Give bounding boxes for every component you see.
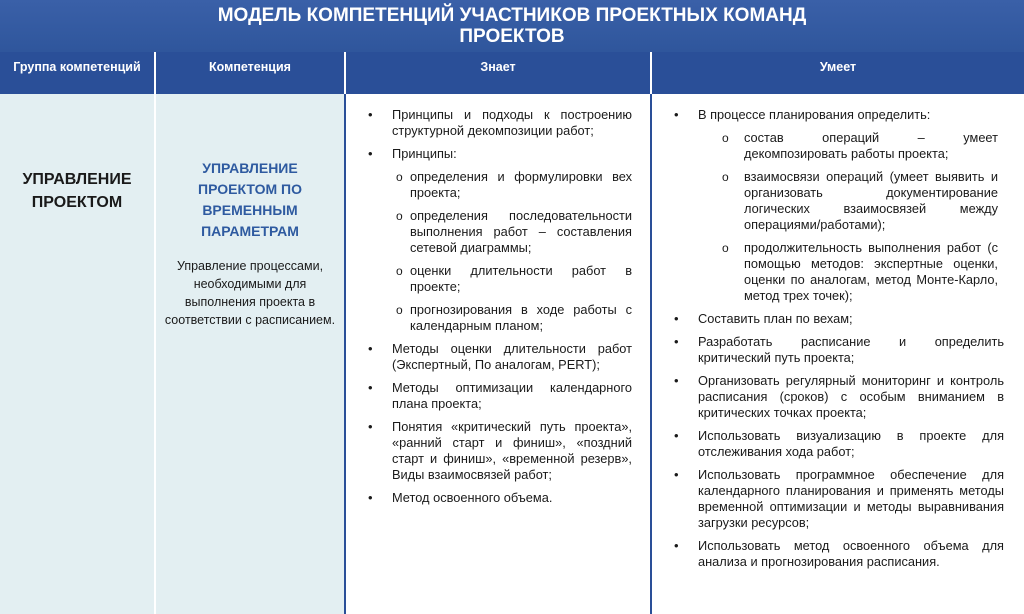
competency-title	[156, 158, 344, 242]
knows-subitem: o прогнозирования в ходе работы с календарным планом;	[410, 302, 632, 334]
group-name-line: УПРАВЛЕНИЕ	[22, 171, 132, 188]
group-name	[0, 168, 154, 214]
knows-cell	[346, 94, 650, 614]
knows-subitem: o оценки длительности работ в проекте;	[410, 263, 632, 295]
can-subitem: o состав операций – умеет декомпозировать работы проекта;	[744, 130, 998, 162]
knows-item: • Принципы:	[392, 146, 632, 162]
can-subitem: o взаимосвязи операций (умеет выявить и организовать документирование логических взаимосвязей между операциями/работами);	[744, 169, 998, 233]
knows-list	[346, 107, 650, 513]
can-item: • Разработать расписание и определить критический путь проекта;	[698, 334, 1004, 366]
knows-item: • Принципы и подходы к построению структурной декомпозиции работ;	[392, 107, 632, 139]
can-item: • Составить план по вехам;	[698, 311, 1004, 327]
knows-subitem: o определения последовательности выполнения работ – составления сетевой диаграммы;	[410, 208, 632, 256]
header-group: Группа компетенций	[0, 52, 154, 94]
header-can: Умеет	[652, 52, 1024, 94]
competency-title-line: ВРЕМЕННЫМ	[202, 202, 298, 218]
header-knows: Знает	[346, 52, 650, 94]
knows-item: • Метод освоенного объема.	[392, 490, 632, 506]
can-subitem: o продолжительность выполнения работ (с помощью методов: экспертные оценки, оценки по аналогам, метод Монте-Карло, метод трех точек);	[744, 240, 998, 304]
competency-title-line: ПРОЕКТОМ ПО	[198, 181, 302, 197]
header-competency: Компетенция	[156, 52, 344, 94]
can-item: • Использовать программное обеспечение для календарного планирования и применять методы временной оптимизации и методы выравнивания загрузки ресурсов;	[698, 467, 1004, 531]
slide-title	[0, 0, 1024, 52]
competency-title-line: УПРАВЛЕНИЕ	[202, 160, 298, 176]
can-cell	[652, 94, 1024, 614]
group-name-line: ПРОЕКТОМ	[31, 194, 123, 211]
can-item: • В процессе планирования определить:	[698, 107, 1004, 123]
knows-item: • Методы оптимизации календарного плана проекта;	[392, 380, 632, 412]
knows-item: • Методы оценки длительности работ (Экспертный, По аналогам, PERT);	[392, 341, 632, 373]
title-line-1: МОДЕЛЬ КОМПЕТЕНЦИЙ УЧАСТНИКОВ ПРОЕКТНЫХ КОМАНД	[217, 5, 807, 26]
can-list	[652, 107, 1024, 577]
title-line-2: ПРОЕКТОВ	[459, 26, 565, 47]
can-item: • Организовать регулярный мониторинг и контроль расписания (сроков) с особым вниманием в критических точках проекта;	[698, 373, 1004, 421]
competency-title-line: ПАРАМЕТРАМ	[201, 223, 299, 239]
competency-cell	[156, 94, 344, 614]
knows-subitem: o определения и формулировки вех проекта;	[410, 169, 632, 201]
can-item: • Использовать метод освоенного объема для анализа и прогнозирования расписания.	[698, 538, 1004, 570]
knows-item: • Понятия «критический путь проекта», «ранний старт и финиш», «поздний старт и финиш», «временной резерв», Виды взаимосвязей работ;	[392, 419, 632, 483]
competency-description: Управление процессами, необходимыми для выполнения проекта в соответствии с расписанием.	[164, 259, 336, 327]
group-cell	[0, 94, 154, 614]
can-item: • Использовать визуализацию в проекте для отслеживания хода работ;	[698, 428, 1004, 460]
